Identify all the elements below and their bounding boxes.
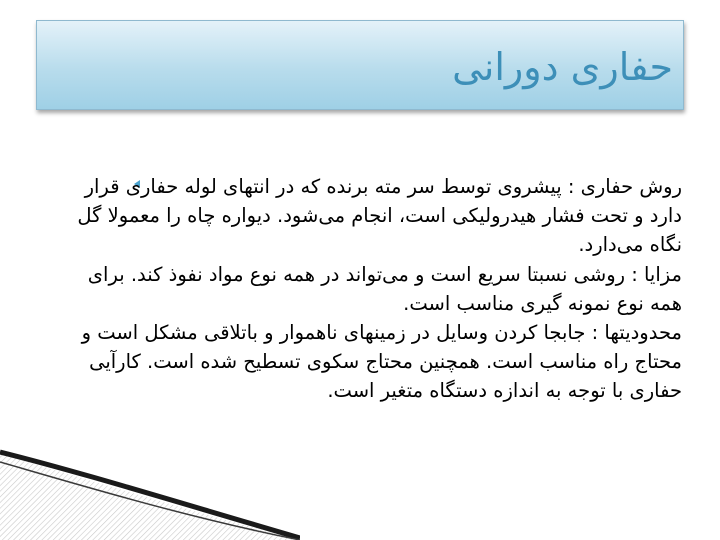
title-banner <box>36 20 684 110</box>
paragraph-limitations: محدودیتها : جابجا کردن وسایل در زمینهای ناهموار و باتلاقی مشکل است و محتاج راه مناسب است. همچنین محتاج سکوی تسطیح شده است. کارآیی حفاری با توجه به اندازه دستگاه متغیر است. <box>81 321 682 403</box>
paragraph-method: روش حفاری : پیشروی توسط سر مته برنده که در انتهای لوله حفاری قرار دارد و تحت فشار هیدرولیکی است، انجام می‌شود. دیواره چاه را معمولا گل نگاه می‌دارد. <box>77 175 682 257</box>
decorative-swoosh <box>0 440 300 540</box>
paragraph-advantages: مزایا : روشی نسبتا سریع است و می‌تواند در همه نوع مواد نفوذ کند. برای همه نوع نمونه گیری مناسب است. <box>87 262 682 315</box>
slide-body <box>72 172 682 406</box>
slide-title: حفاری دورانی <box>452 45 673 89</box>
